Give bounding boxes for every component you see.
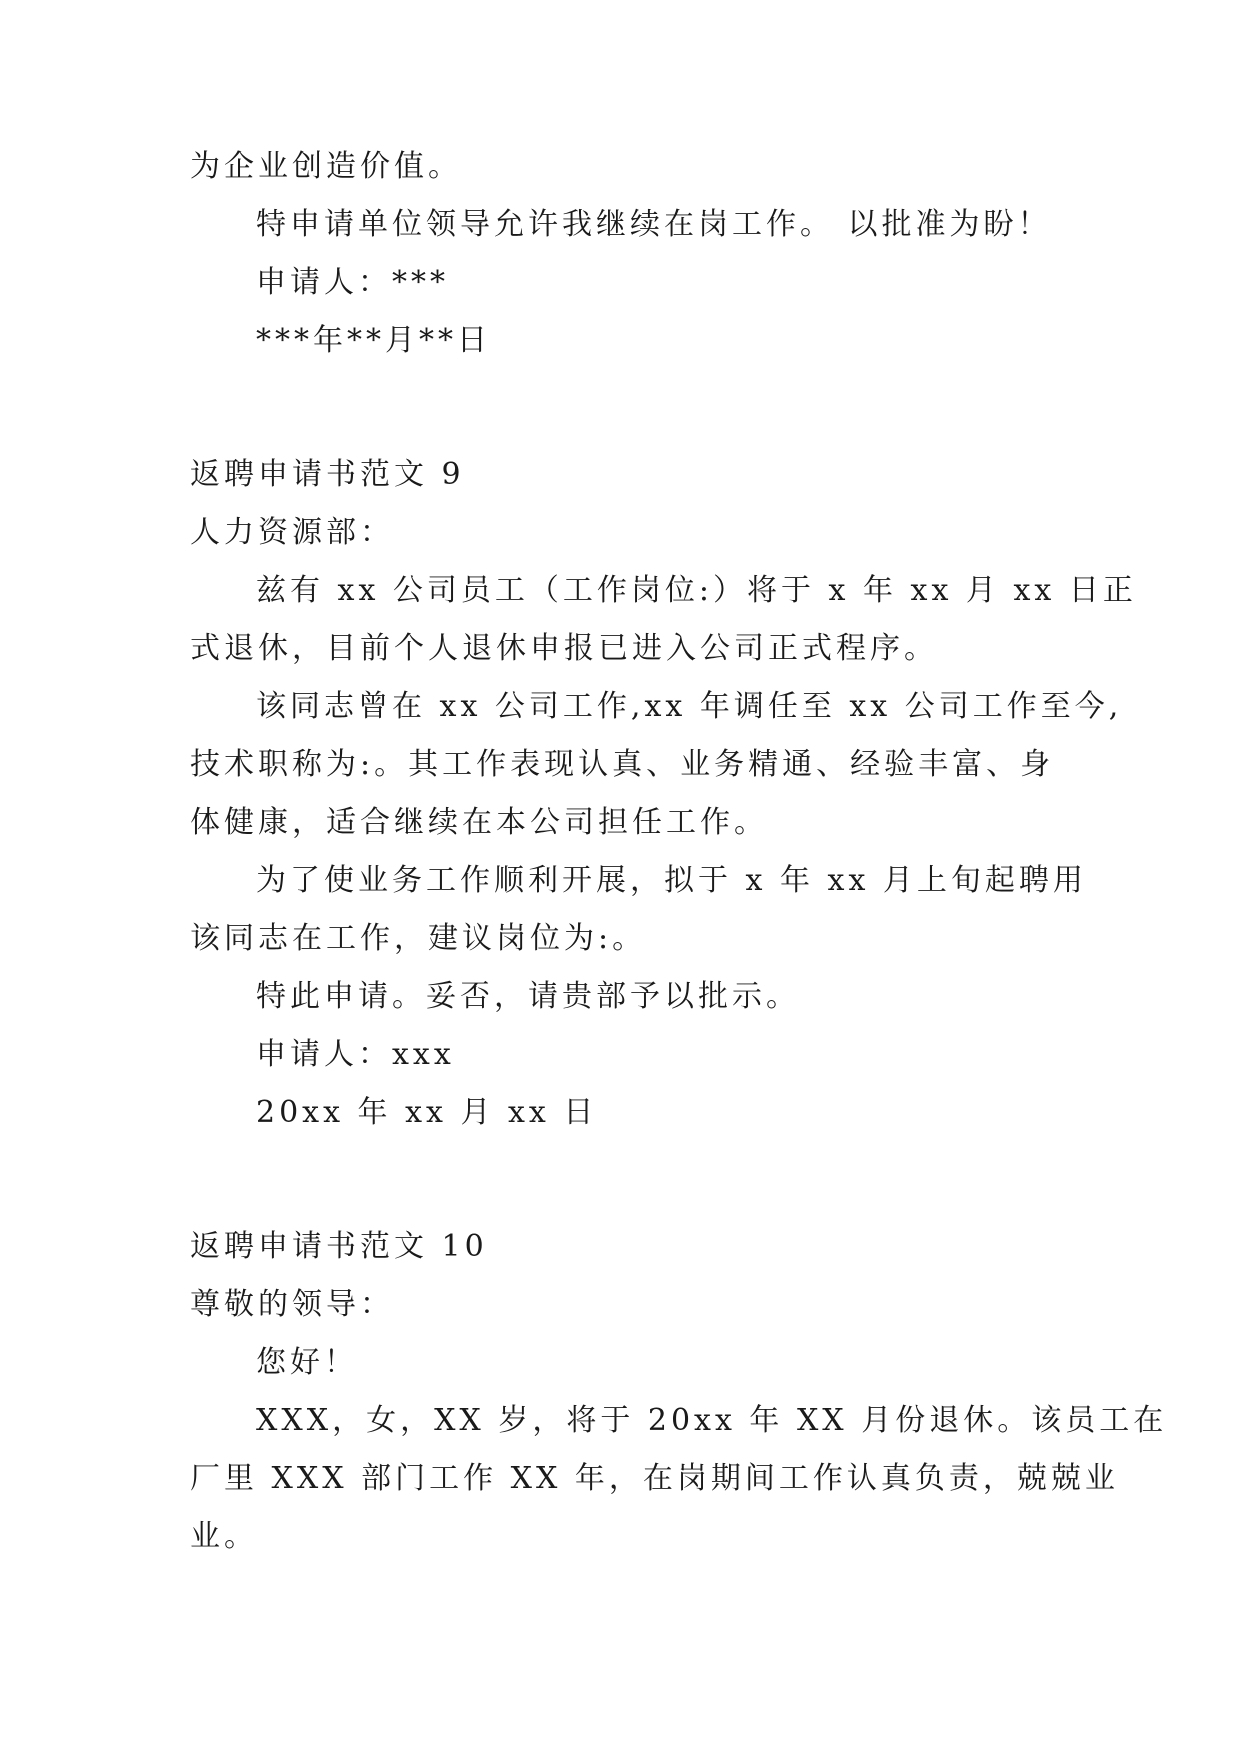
text-line: 为企业创造价值。 <box>190 149 462 184</box>
signature-line: 申请人：*** <box>256 265 449 300</box>
greeting: 您好！ <box>256 1345 358 1380</box>
signature-line: 申请人：xxx <box>256 1037 455 1072</box>
date-line: 20xx 年 xx 月 xx 日 <box>256 1095 598 1130</box>
text-line: 厂里 XXX 部门工作 XX 年，在岗期间工作认真负责，兢兢业 <box>190 1461 1119 1496</box>
text-line: XXX，女，XX 岁，将于 20xx 年 XX 月份退休。该员工在 <box>256 1403 1168 1438</box>
text-line: 特此申请。妥否，请贵部予以批示。 <box>256 979 800 1014</box>
text-line: 业。 <box>190 1519 258 1554</box>
text-line: 技术职称为:。其工作表现认真、业务精通、经验丰富、身 <box>190 747 1055 782</box>
salutation: 尊敬的领导： <box>190 1287 394 1322</box>
salutation: 人力资源部： <box>190 515 394 550</box>
text-line: 式退休，目前个人退休申报已进入公司正式程序。 <box>190 631 938 666</box>
text-line: 兹有 xx 公司员工（工作岗位:）将于 x 年 xx 月 xx 日正 <box>256 573 1137 608</box>
text-line: 为了使业务工作顺利开展，拟于 x 年 xx 月上旬起聘用 <box>256 863 1087 898</box>
text-line: 特申请单位领导允许我继续在岗工作。 以批准为盼！ <box>256 207 1052 242</box>
section-sample-9 <box>190 446 1137 1142</box>
section-continuation <box>190 138 1050 370</box>
section-title: 返聘申请书范文 10 <box>190 1229 488 1264</box>
section-title: 返聘申请书范文 9 <box>190 457 465 492</box>
date-line: ***年**月**日 <box>256 323 491 358</box>
text-line: 体健康，适合继续在本公司担任工作。 <box>190 805 768 840</box>
section-sample-10 <box>190 1218 1168 1566</box>
text-line: 该同志曾在 xx 公司工作,xx 年调任至 xx 公司工作至今, <box>256 689 1123 724</box>
text-line: 该同志在工作，建议岗位为:。 <box>190 921 647 956</box>
